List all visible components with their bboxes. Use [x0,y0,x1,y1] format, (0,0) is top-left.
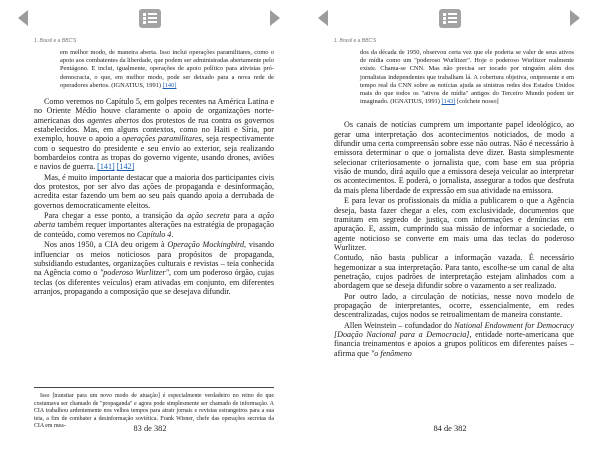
text-span: , com um poderoso órgão, cujas teclas (os diferentes veículos) eram ativadas em conjunto, em diferentes arranjos, propagando a composição que se desejava difundir. [34,268,275,296]
right-page [300,0,600,450]
reference-link-141[interactable]: [141] [97,162,115,172]
paragraph [334,321,574,358]
emphasis: National Endowment for Democracy [Doação Nacional para a Democracia] [334,320,574,339]
emphasis: agentes abertos [87,115,139,125]
footnote-text: Isso [transitar para um novo modo de atuação] é especialmente verdadeiro no reino do que costumava ser chamado de "propaganda" e agora pode simplesmente ser chamado de informação. A CIA trabalhou ardentemente nos velhos tempos para atrair jornais e revistas estrangeiros para a sua teia, a fim de combater a desinformação soviética. Frank Wisner, chefe das operações secretas da CIA em mea- [34,393,274,430]
paragraph [34,240,274,296]
quote-citation: (IGNATIUS, 1991) [390,98,440,106]
emphasis: "poderoso Wurlitzer" [99,268,170,278]
emphasis: "o fenômeno [370,348,412,358]
paragraph [34,97,274,172]
text-span: , entidade norte-americana que financia treinamentos e apoios a grupos políticos em diferentes países – afirma que [334,329,574,358]
paragraph: Os canais de notícias cumprem um importante papel ideológico, ao gerar uma interpretação dos acontecimentos noticiados, de modo a difundir uma certa compreensão sobre esse não outras. Não é necessário à emissora determinar o que o jornalista deve dizer. Basta simplesmente selecionar criteriosamente o jornalista que, com base em sua própria visão de mundo, dirá aquilo que a emissora deseja veicular ao interpretar os acontecimentos. E poderá, o jornalista, assegurar a todos que desfruta da mais plena liberdade de expressão em sua atividade na emissora. [334,120,574,195]
right-toolbar [300,0,600,28]
text-span: Allen Weinstein – cofundador do [344,320,452,330]
text-span: . [171,229,174,239]
running-head: 1. Brasil e a BBC'S [334,38,377,44]
paragraph: Contudo, não basta publicar a informação vazada. É necessário hegemonizar a sua interpretação. Para tanto, escolhe-se um canal de alta penetração, cujos padrões de interpretação estejam alinhados com a abordagem que se deseja difundir sobre o vazamento a ser realizado. [334,253,574,291]
text-span: Como veremos no Capítulo 5, em golpes recentes na América Latina e no Oriente Médio houve claramente o apoio de organizações norte-americanas dos [34,97,274,125]
emphasis: operações paramilitares [122,134,202,144]
next-page-icon[interactable] [270,10,280,26]
left-toolbar [0,0,300,28]
emphasis: Capítulo 4 [136,229,172,239]
reference-link-140[interactable]: [140] [162,81,177,89]
paragraph: Por outro lado, a circulação de notícias, nesse novo modelo de propagação de interpretantes, ocorre, essencialmente, em redes descentralizadas, cujos nodos se retroalimentam de maneira constante. [334,291,574,320]
page-number: 83 de 382 [133,424,167,433]
right-page-text [334,49,574,359]
previous-page-icon[interactable] [318,10,328,26]
reference-link-142[interactable]: [142] [116,162,135,172]
previous-page-icon[interactable] [18,10,28,26]
page-number: 84 de 382 [433,424,467,433]
paragraph: Mas, é muito importante destacar que a maioria dos participantes civis dos protestos, por ser alvo das ações de propaganda e desinformação, acredita estar fazendo um bem ao seu país quando apoia a derrubada de governos democraticamente eleitos. [34,172,274,210]
quote-note: [colchete nosso] [456,98,499,106]
emphasis: ação aberta [34,211,274,230]
block-quote [34,49,274,90]
emphasis: ação secreta [187,211,230,221]
text-span: , visando influenciar os meios noticiosos para propósitos de propaganda, subsidiando estudantes, organizações culturais e revistas – teia conhecida na Agência como o [34,240,275,278]
text-span: , seja respectivamente com o sequestro do presidente e seu envio ao exterior, seja realizando bombardeios contra as tropas do governo vigente, usando drones, aviões e navios de guerra. [34,134,274,172]
quote-text: dos da década de 1950, observou certa vez que ele poderia se valer de seus ativos de mídia como um "poderoso Wurlitzer". Hoje o poderoso Wurlitzer realmente existe. Chama-se CNN. Mas não precisa ser tocado por ninguém além dos jornalistas independentes que trabalham lá. A cobertura objetiva, onipresente e em tempo real da CNN sobre as notícias ajuda as sinistras redes dos Estados Unidos mais do que todos os "ativos de mídia" antigos do Terceiro Mundo podem ter imaginado. [360,49,574,106]
table-of-contents-icon[interactable] [439,9,461,28]
quote-text: em melhor modo, de maneira aberta. Isso inclui operações paramilitares, como o apoio aos combatentes da liberdade, que podem ser administradas abertamente pelo Pentágono. E inclui, igualmente, operações de apoio político para ativistas pró-democracia, o que, em melhor modo, pode ser deixado para a nova rede de operadores abertos. [60,49,274,89]
paragraph: E para levar os profissionais da mídia a publicarem o que a Agência deseja, basta fazer chegar a eles, com exclusividade, documentos que tramitam em segredo de justiça, com informações e denúncias em apuração. E, assim, cumprindo sua missão de informar a sociedade, o agente noticioso se converte em mais uma das teclas do poderoso Wurlitzer. [334,196,574,252]
spacer [334,113,574,120]
text-span: dos protestos de rua contra os governos estabelecidos. Mas, em alguns contextos, como no Haiti e Síria, por exemplo, houve o apoio a [34,115,274,144]
block-quote [334,49,574,106]
text-span: Para chegar a esse ponto, a transição da [44,211,184,221]
text-span: também requer importantes alterações na estratégia de propagação de conteúdo, como veremos no [34,220,274,239]
text-span: Nos anos 1950, a CIA deu origem à [44,240,165,250]
quote-citation: (IGNATIUS, 1991) [111,81,161,89]
running-head: 1. Brasil e a BBC'S [34,38,77,44]
paragraph [34,211,274,239]
next-page-icon[interactable] [570,10,580,26]
emphasis: Operação Mockingbird [167,240,245,250]
left-page-text [34,49,274,297]
text-span: para a [233,211,255,221]
table-of-contents-icon[interactable] [139,9,161,28]
reference-link-143[interactable]: [143] [441,98,456,106]
